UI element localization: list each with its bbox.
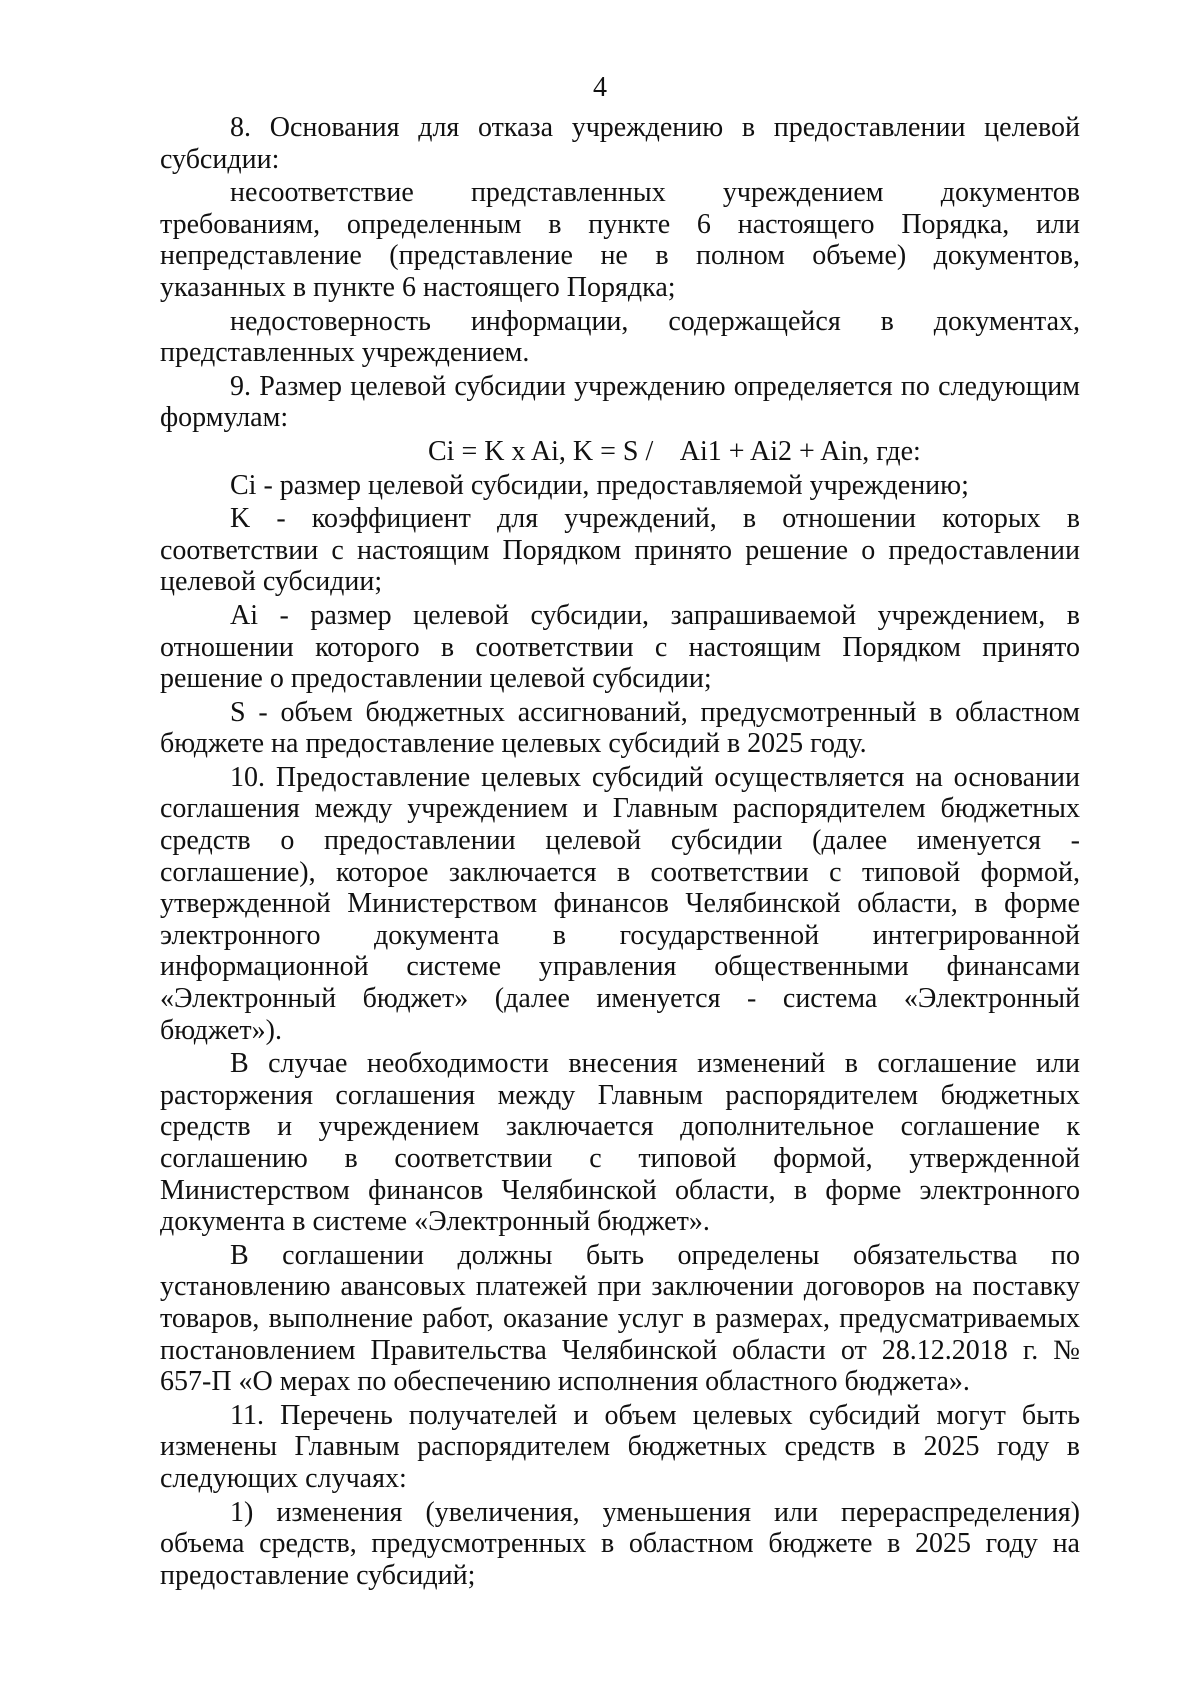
paragraph-11: 11. Перечень получателей и объем целевых субсидий могут быть изменены Главным распорядителем бюджетных средств в 2025 году в следующих случаях: — [160, 1399, 1080, 1494]
definition-s: S - объем бюджетных ассигнований, предусмотренный в областном бюджете на предоставление целевых субсидий в 2025 году. — [160, 696, 1080, 760]
paragraph-9: 9. Размер целевой субсидии учреждению определяется по следующим формулам: — [160, 370, 1080, 434]
paragraph-10: 10. Предоставление целевых субсидий осуществляется на основании соглашения между учреждением и Главным распорядителем бюджетных средств о предоставлении целевой субсидии (далее именуется - соглашение), которое заключается в соответствии с типовой формой, утвержденной Министерством финансов Челябинской области, в форме электронного документа в государственной интегрированной информационной системе управления общественными финансами «Электронный бюджет» (далее именуется - система «Электронный бюджет»). — [160, 761, 1080, 1046]
paragraph-10-amendments: В случае необходимости внесения изменений в соглашение или расторжения соглашения между Главным распорядителем бюджетных средств и учреждением заключается дополнительное соглашение к соглашению в соответствии с типовой формой, утвержденной Министерством финансов Челябинской области, в форме электронного документа в системе «Электронный бюджет». — [160, 1048, 1080, 1238]
definition-k: K - коэффициент для учреждений, в отношении которых в соответствии с настоящим Порядком принято решение о предоставлении целевой субсидии; — [160, 503, 1080, 598]
paragraph-8-heading: 8. Основания для отказа учреждению в предоставлении целевой субсидии: — [160, 112, 1080, 175]
definition-ai: Ai - размер целевой субсидии, запрашиваемой учреждением, в отношении которого в соответствии с настоящим Порядком принято решение о предоставлении целевой субсидии; — [160, 599, 1080, 695]
page-number: 4 — [593, 72, 607, 103]
paragraph-8-reason-2: недостоверность информации, содержащейся в документах, представленных учреждением. — [160, 305, 1080, 369]
paragraph-11-case-1: 1) изменения (увеличения, уменьшения или перераспределения) объема средств, предусмотренных в областном бюджете в 2025 году на предоставление субсидий; — [160, 1496, 1080, 1591]
paragraph-10-advance-payments: В соглашении должны быть определены обязательства по установлению авансовых платежей при заключении договоров на поставку товаров, выполнение работ, оказание услуг в размерах, предусматриваемых постановлением Правительства Челябинской области от 28.12.2018 г. № 657-П «О мерах по обеспечению исполнения областного бюджета». — [160, 1239, 1080, 1398]
document-body — [160, 112, 1080, 1593]
subsidy-formula: Ci = K x Ai, K = S / Ai1 + Ai2 + Ain, где: — [428, 435, 921, 467]
definition-ci: Ci - размер целевой субсидии, предоставляемой учреждению; — [230, 469, 969, 501]
paragraph-8-reason-1: несоответствие представленных учреждением документов требованиям, определенным в пункте 6 настоящего Порядка, или непредставление (представление не в полном объеме) документов, указанных в пункте 6 настоящего Порядка; — [160, 177, 1080, 303]
